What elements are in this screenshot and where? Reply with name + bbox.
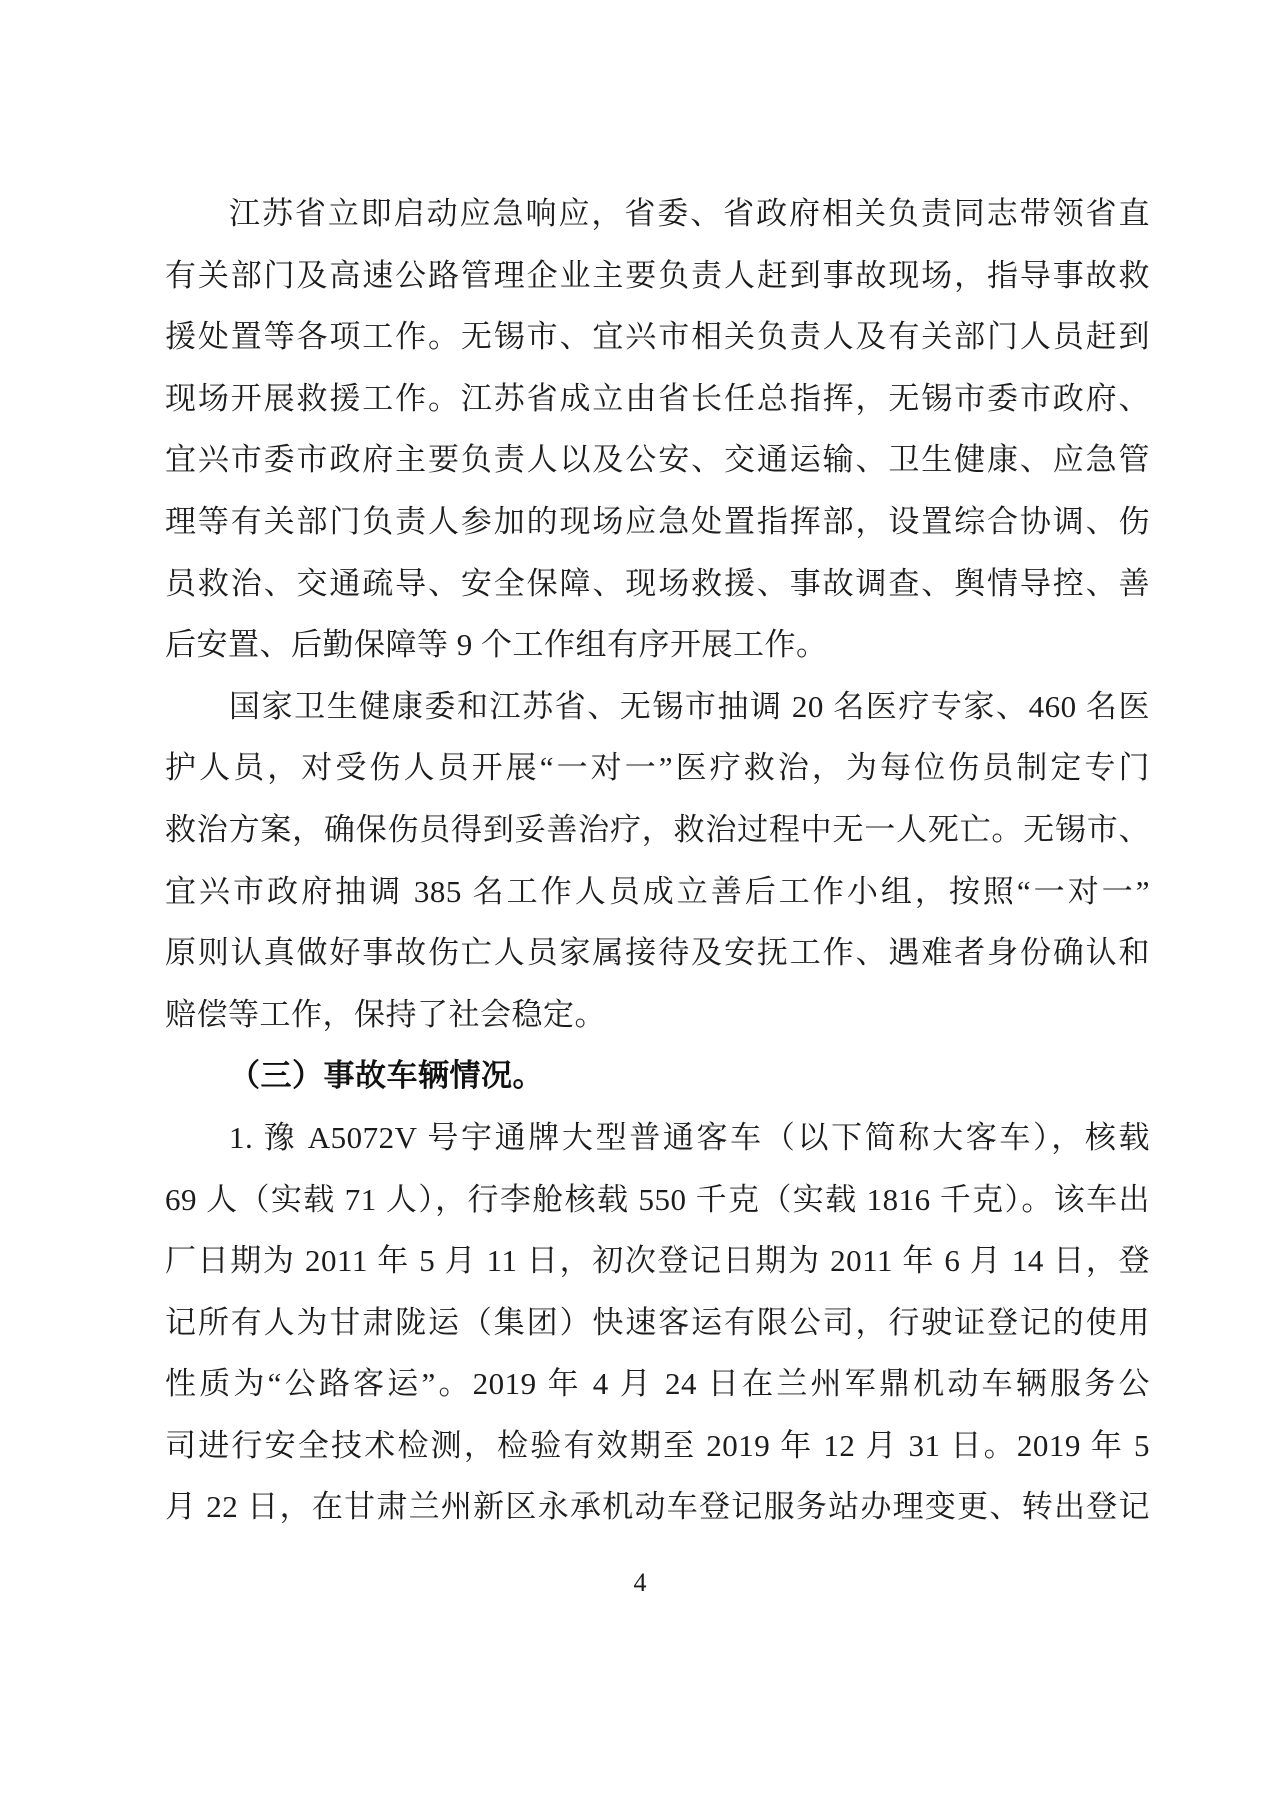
document-line: 司进行安全技术检测，检验有效期至 2019 年 12 月 31 日。2019 年 5 bbox=[165, 1427, 1150, 1463]
document-line: 宜兴市政府抽调 385 名工作人员成立善后工作小组，按照“一对一” bbox=[165, 873, 1150, 909]
document-line: 江苏省立即启动应急响应，省委、省政府相关负责同志带领省直 bbox=[229, 196, 1150, 231]
document-line: 厂日期为 2011 年 5 月 11 日，初次登记日期为 2011 年 6 月 14 日，登 bbox=[165, 1243, 1150, 1279]
page-number: 4 bbox=[633, 1568, 647, 1597]
text-column bbox=[165, 183, 1150, 1538]
document-line: 援处置等各项工作。无锡市、宜兴市相关负责人及有关部门人员赶到 bbox=[165, 319, 1150, 355]
document-line: 性质为“公路客运”。2019 年 4 月 24 日在兰州军鼎机动车辆服务公 bbox=[165, 1366, 1150, 1402]
document-line: 宜兴市委市政府主要负责人以及公安、交通运输、卫生健康、应急管 bbox=[165, 442, 1150, 478]
document-line: 救治方案，确保伤员得到妥善治疗，救治过程中无一人死亡。无锡市、 bbox=[165, 811, 1150, 847]
document-line: 现场开展救援工作。江苏省成立由省长任总指挥，无锡市委市政府、 bbox=[165, 380, 1150, 416]
document-line: 记所有人为甘肃陇运（集团）快速客运有限公司，行驶证登记的使用 bbox=[165, 1304, 1150, 1340]
document-line: 护人员，对受伤人员开展“一对一”医疗救治，为每位伤员制定专门 bbox=[165, 750, 1150, 786]
document-line: 国家卫生健康委和江苏省、无锡市抽调 20 名医疗专家、460 名医 bbox=[229, 688, 1150, 724]
document-line: 赔偿等工作，保持了社会稳定。 bbox=[165, 996, 606, 1032]
document-line: 月 22 日，在甘肃兰州新区永承机动车登记服务站办理变更、转出登记 bbox=[165, 1489, 1150, 1525]
document-line: 员救治、交通疏导、安全保障、现场救援、事故调查、舆情导控、善 bbox=[165, 565, 1150, 601]
document-line: 有关部门及高速公路管理企业主要负责人赶到事故现场，指导事故救 bbox=[165, 257, 1150, 293]
section-heading-vehicles: （三）事故车辆情况。 bbox=[229, 1058, 544, 1094]
document-line: 原则认真做好事故伤亡人员家属接待及安抚工作、遇难者身份确认和 bbox=[165, 935, 1150, 971]
document-line: 69 人（实载 71 人），行李舱核载 550 千克（实载 1816 千克）。该车出 bbox=[165, 1181, 1150, 1217]
document-line: 1. 豫 A5072V 号宇通牌大型普通客车（以下简称大客车），核载 bbox=[229, 1119, 1150, 1155]
document-line: 后安置、后勤保障等 9 个工作组有序开展工作。 bbox=[165, 627, 828, 663]
document-line: 理等有关部门负责人参加的现场应急处置指挥部，设置综合协调、伤 bbox=[165, 503, 1150, 539]
